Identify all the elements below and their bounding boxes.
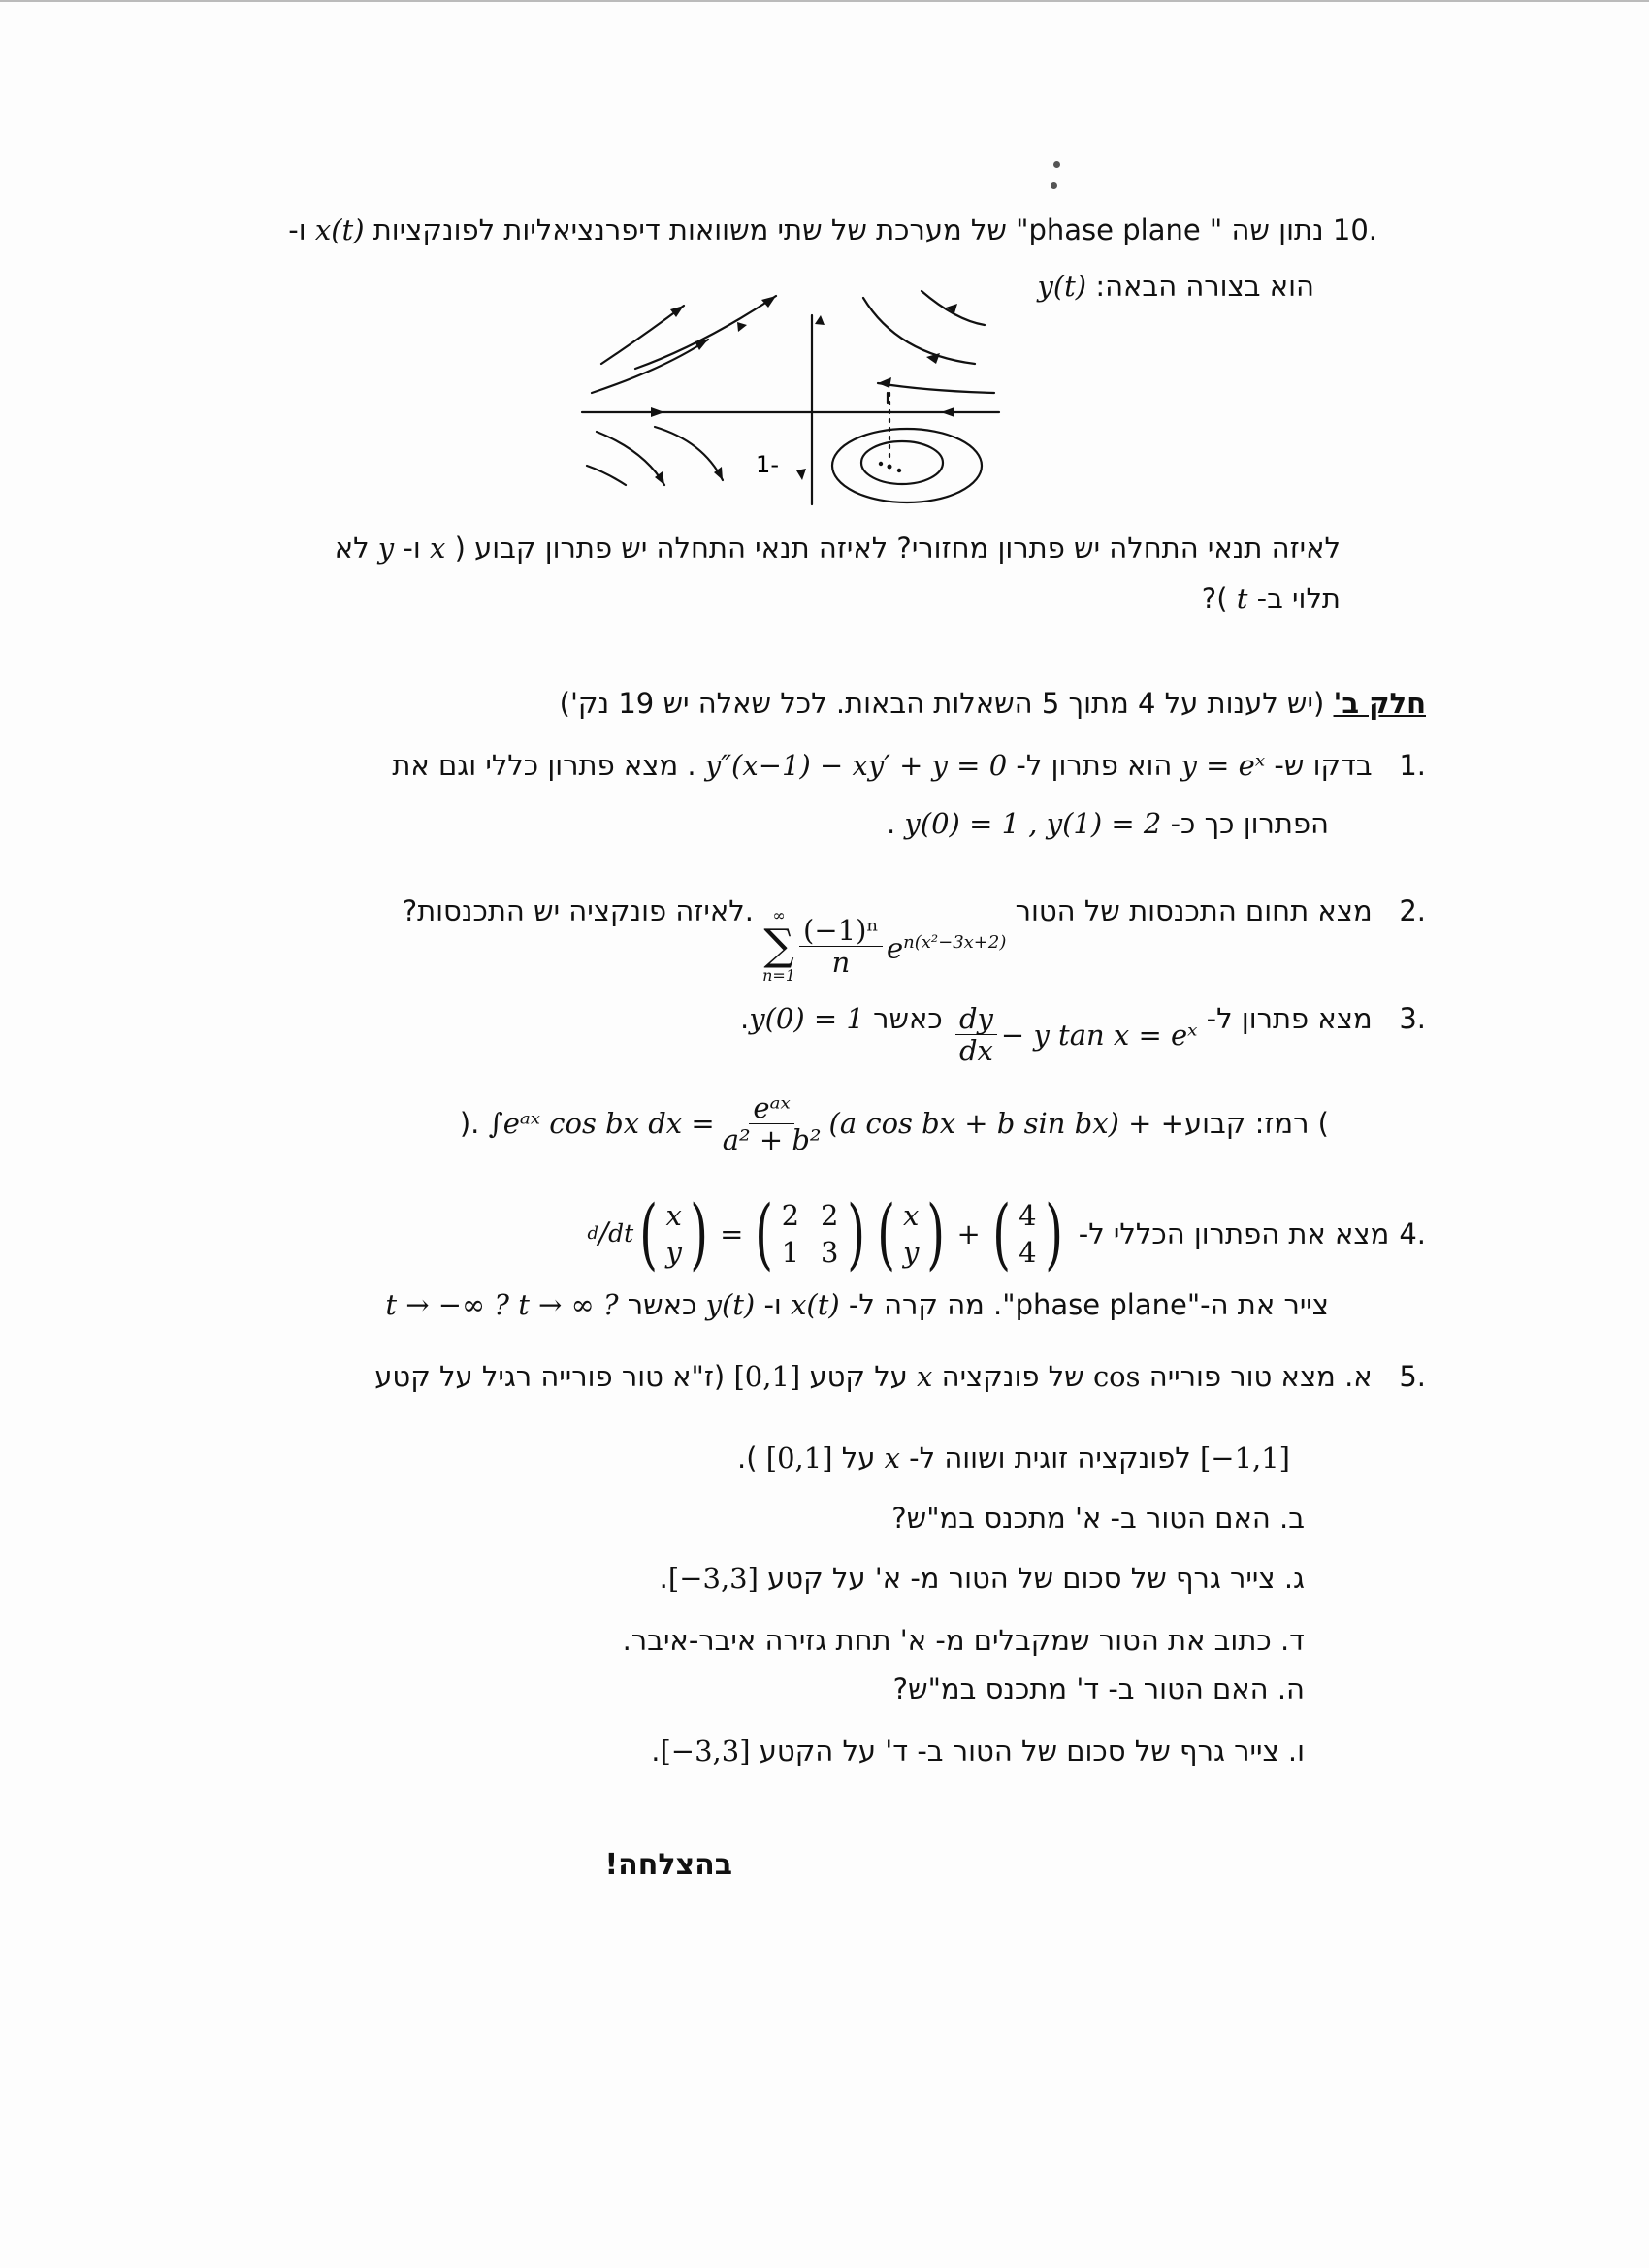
q5-c: ג. צייר גרף של סכום של הטור מ- א' על קטע [−3,3].	[659, 1562, 1305, 1595]
closed-orbit	[861, 441, 943, 484]
q10-question-line2: תלוי ב- t )?	[1201, 582, 1341, 615]
trajectory	[592, 340, 708, 393]
trajectory	[655, 427, 723, 480]
q4-system: d / dt ( x y ) = ( 2 2 1 3 ) ( x y ) + ( 4 4 )	[587, 1188, 1063, 1279]
scan-speck	[1053, 161, 1060, 168]
q4-line1: .4 מצא את הפתרון הכללי ל- d / dt ( x y ) = ( 2 2 1 3 ) ( x y ) + ( 4 4 )	[588, 1185, 1426, 1282]
q5-e: ה. האם הטור ב- ד' מתכנס במ"ש?	[892, 1672, 1305, 1705]
q10-yt: y(t)	[1037, 270, 1087, 303]
minus-one-label: -1	[756, 451, 779, 478]
q2-series: ∞ ∑ n=1 $\frac{\text{(−1)ⁿ}}{n}$ $e^{n(x^2-3x+2)}$	[762, 906, 1007, 985]
q10-question-line1: לאיזה תנאי התחלה יש פתרון מחזורי? לאיזה תנאי התחלה יש פתרון קבוע ( x ו- y לא	[334, 532, 1341, 565]
q4-line2: צייר את ה-"phase plane". מה קרה ל- x(t) ו- y(t) כאשר t → ∞ ? t → −∞ ?	[385, 1288, 1329, 1321]
q3-hint: ) רמז: קבוע+ ∫eᵃˣ cos bx dx = $\frac{\text{eᵃˣ}}{\text{a² + b²}}$ (a cos bx + b sin bx) + .(	[459, 1090, 1329, 1156]
part-b-header: חלק ב' (יש לענות על 4 מתוך 5 השאלות הבאות. לכל שאלה יש 19 נק')	[559, 687, 1426, 720]
q5-d: ד. כתוב את הטור שמקבלים מ- א' תחת גזירה איבר-איבר.	[622, 1624, 1305, 1657]
trajectory	[635, 296, 776, 369]
q1-line2: הפתרון כך כ- y(0) = 1 , y(1) = 2 .	[886, 807, 1329, 840]
q10-line1: .10 נתון שה " phase plane" של מערכת של שתי משוואות דיפרנציאליות לפונקציות x(t) ו-	[288, 213, 1377, 246]
trajectory	[863, 298, 975, 364]
scan-speck	[1051, 182, 1057, 189]
trajectory	[878, 383, 994, 393]
trajectory	[587, 466, 626, 485]
q5-b: ב. האם הטור ב- א' מתכנס במ"ש?	[891, 1502, 1305, 1535]
phase-plane-diagram	[577, 286, 1004, 509]
q5-line2: [−1,1] לפונקציה זוגית ושווה ל- x על [0,1] ).	[737, 1442, 1290, 1474]
q3-line: .3 מצא פתרון ל- $\frac{dy}{dx}$ − y tan x = eˣ כאשר y(0) = 1.	[740, 1002, 1426, 1067]
closing-good-luck: בהצלחה!	[604, 1848, 732, 1882]
q5-line1: .5 א. מצא טור פורייה cos של פונקציה x על קטע [0,1] (ז"א טור פורייה רגיל על קטע	[374, 1360, 1426, 1393]
page-top-edge	[0, 0, 1649, 2]
q10-xt: x(t)	[314, 213, 365, 246]
trajectory	[597, 432, 664, 485]
q1-line1: .1 בדקו ש- y = eˣ הוא פתרון ל- y″(x−1) − xy′ + y = 0 . מצא פתרון כללי וגם את	[392, 749, 1426, 782]
q2-line: .2 מצא תחום התכנסות של הטור ∞ ∑ n=1 $\frac{\text{(−1)ⁿ}}{n}$ $e^{n(x^2-3x+2)}$ .לאיזה פונקציה יש התכנסות?	[402, 894, 1426, 985]
q5-f: ו. צייר גרף של סכום של הטור ב- ד' על הקטע [−3,3].	[651, 1734, 1305, 1767]
q10-line2: הוא בצורה הבאה: y(t)	[1037, 270, 1314, 303]
part-b-title: חלק ב'	[1333, 687, 1426, 720]
closed-orbit	[832, 429, 982, 502]
